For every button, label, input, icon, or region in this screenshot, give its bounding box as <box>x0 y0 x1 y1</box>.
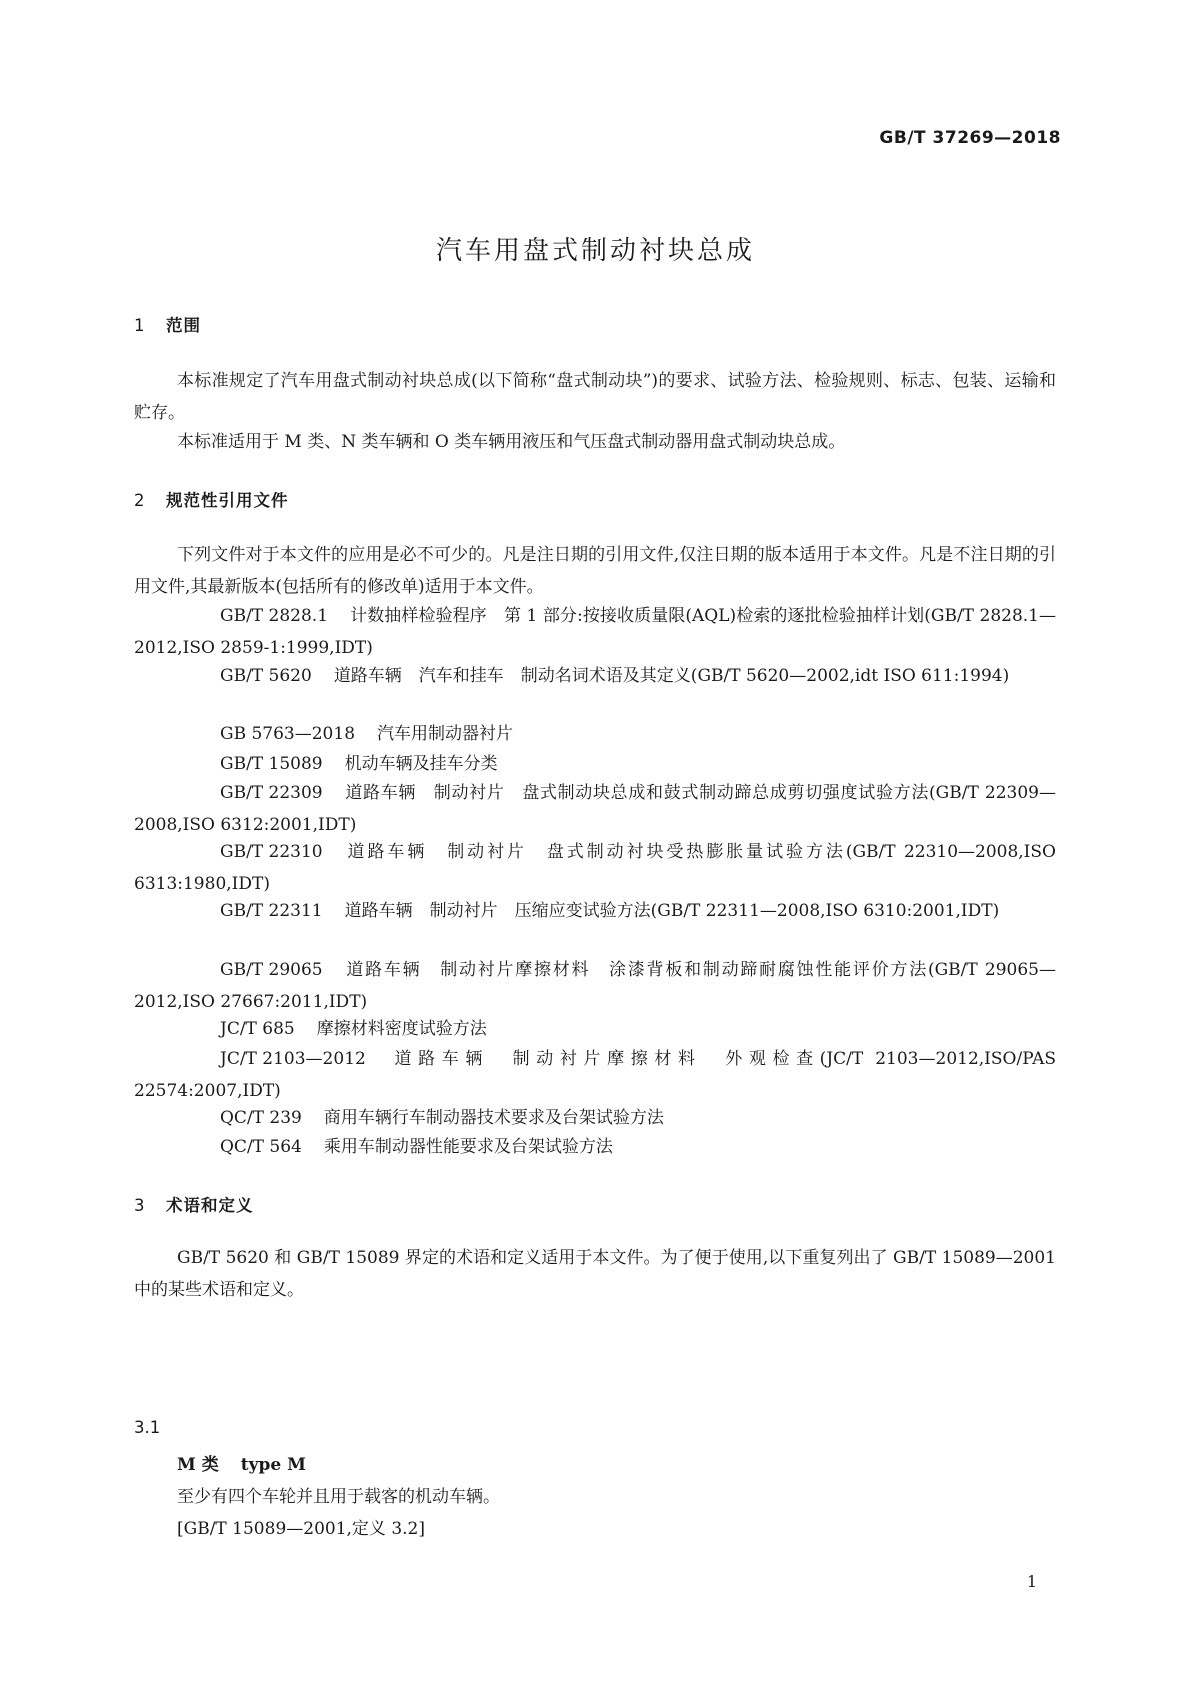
ref-code: GB/T 2828.1 <box>220 606 329 626</box>
ref-code: JC/T 685 <box>220 1019 295 1039</box>
reference-item <box>134 1131 1056 1163</box>
reference-item <box>134 1013 1056 1045</box>
ref-title: 乘用车制动器性能要求及台架试验方法 <box>323 1137 613 1157</box>
ref-code: GB/T 22311 <box>220 901 323 921</box>
paragraph: GB/T 5620 和 GB/T 15089 界定的术语和定义适用于本文件。为了便于使用,以下重复列出了 GB/T 15089—2001 中的某些术语和定义。 <box>134 1248 1056 1300</box>
page-number: 1 <box>1026 1572 1037 1591</box>
ref-title: 道路车辆 制动衬片 盘式制动块总成和鼓式制动蹄总成剪切强度试验方法(GB/T 22309—2008,ISO 6312:2001,IDT) <box>134 783 1056 835</box>
reference-item <box>134 777 1056 841</box>
reference-item <box>134 748 1056 780</box>
section-number: 1 <box>134 316 146 335</box>
reference-item <box>134 1102 1056 1134</box>
reference-item <box>134 895 1056 927</box>
ref-code: GB/T 22309 <box>220 783 323 803</box>
section-number: 3 <box>134 1196 146 1215</box>
reference-item <box>134 836 1056 900</box>
ref-title: 计数抽样检验程序 第 1 部分:按接收质量限(AQL)检索的逐批检验抽样计划(GB/T 2828.1—2012,ISO 2859-1:1999,IDT) <box>134 606 1056 658</box>
subsection-number: 3.1 <box>134 1418 161 1437</box>
term-entry <box>177 1450 306 1475</box>
ref-title: 机动车辆及挂车分类 <box>344 754 498 774</box>
section-title: 范围 <box>166 316 201 335</box>
paragraph: 本标准适用于 M 类、N 类车辆和 O 类车辆用液压和气压盘式制动器用盘式制动块总成。 <box>177 432 846 452</box>
section-1-heading <box>134 312 201 336</box>
paragraph: 下列文件对于本文件的应用是必不可少的。凡是注日期的引用文件,仅注日期的版本适用于本文件。凡是不注日期的引用文件,其最新版本(包括所有的修改单)适用于本文件。 <box>134 545 1056 597</box>
ref-title: 道路车辆 制动衬片摩擦材料 外观检查(JC/T 2103—2012,ISO/PAS 22574:2007,IDT) <box>134 1049 1056 1101</box>
ref-code: GB/T 5620 <box>220 666 312 686</box>
section-title: 规范性引用文件 <box>166 491 289 510</box>
term-chinese: M 类 <box>177 1455 219 1475</box>
ref-code: GB/T 15089 <box>220 754 323 774</box>
term-english: type M <box>240 1455 306 1475</box>
ref-title: 摩擦材料密度试验方法 <box>316 1019 487 1039</box>
ref-code: QC/T 239 <box>220 1108 302 1128</box>
ref-code: GB/T 29065 <box>220 960 323 980</box>
document-title: 汽车用盘式制动衬块总成 <box>435 236 755 266</box>
reference-item <box>134 1043 1056 1107</box>
reference-item <box>134 600 1056 664</box>
section-2-heading <box>134 487 289 511</box>
ref-title: 道路车辆 制动衬片 盘式制动衬块受热膨胀量试验方法(GB/T 22310—2008,ISO 6313:1980,IDT) <box>134 842 1056 894</box>
section-3-heading <box>134 1192 254 1216</box>
section-title: 术语和定义 <box>166 1196 254 1215</box>
ref-title: 商用车辆行车制动器技术要求及台架试验方法 <box>323 1108 664 1128</box>
reference-item <box>134 718 1056 750</box>
section-number: 2 <box>134 491 146 510</box>
ref-title: 道路车辆 制动衬片 压缩应变试验方法(GB/T 22311—2008,ISO 6310:2001,IDT) <box>344 901 1000 921</box>
ref-title: 汽车用制动器衬片 <box>377 724 514 744</box>
reference-item <box>134 660 1056 692</box>
reference-item <box>134 954 1056 1018</box>
ref-code: GB 5763—2018 <box>220 724 356 744</box>
ref-title: 道路车辆 汽车和挂车 制动名词术语及其定义(GB/T 5620—2002,idt ISO 611:1994) <box>333 666 1010 686</box>
ref-code: GB/T 22310 <box>220 842 323 862</box>
ref-title: 道路车辆 制动衬片摩擦材料 涂漆背板和制动蹄耐腐蚀性能评价方法(GB/T 29065—2012,ISO 27667:2011,IDT) <box>134 960 1056 1012</box>
standard-code: GB/T 37269—2018 <box>879 128 1061 148</box>
term-definition: 至少有四个车轮并且用于载客的机动车辆。 <box>177 1487 500 1507</box>
ref-code: JC/T 2103—2012 <box>220 1049 366 1069</box>
ref-code: QC/T 564 <box>220 1137 302 1157</box>
term-source: [GB/T 15089—2001,定义 3.2] <box>177 1519 425 1539</box>
paragraph: 本标准规定了汽车用盘式制动衬块总成(以下简称“盘式制动块”)的要求、试验方法、检验规则、标志、包装、运输和贮存。 <box>134 371 1056 423</box>
